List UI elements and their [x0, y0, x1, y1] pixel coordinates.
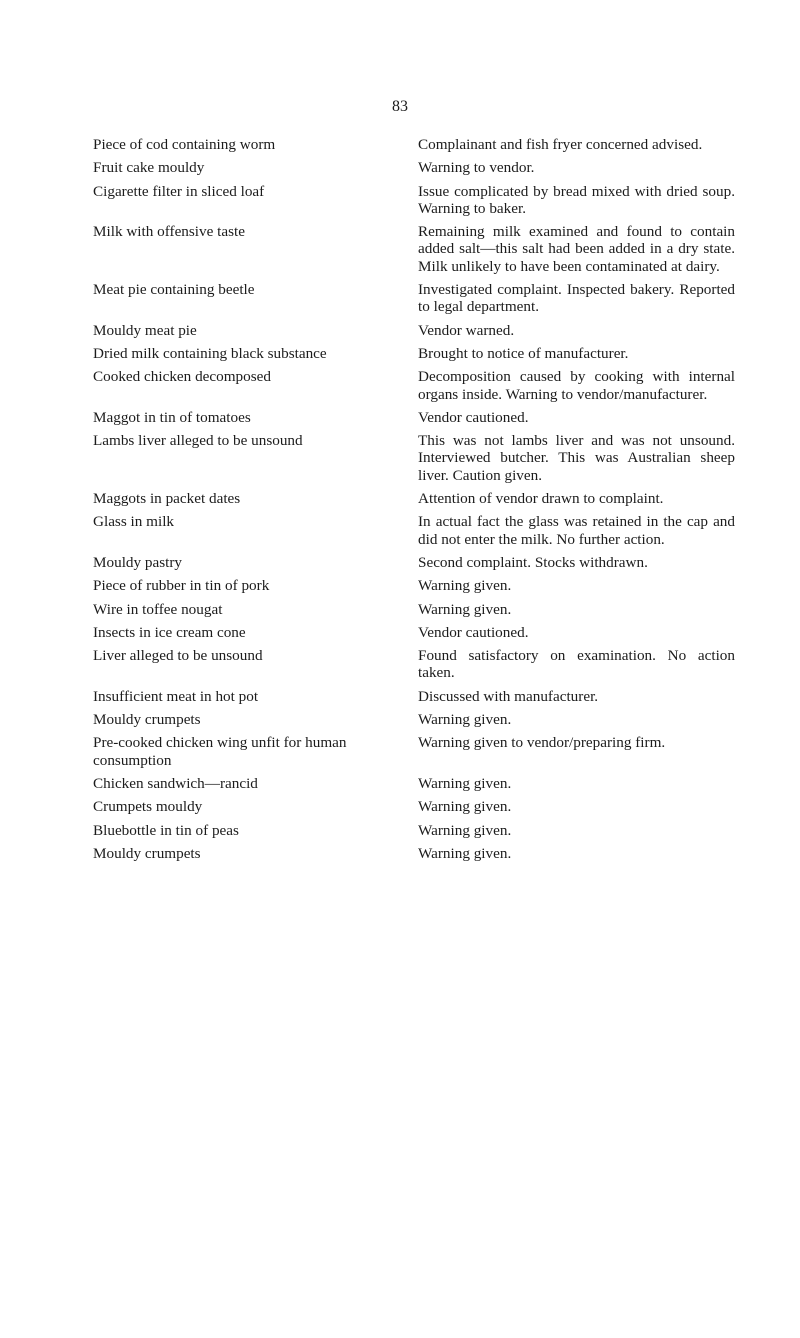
complaint-text: Mouldy crumpets: [93, 711, 201, 729]
table-row: [93, 798, 738, 815]
table-row: [93, 183, 738, 218]
table-row: [93, 432, 738, 484]
action-text: Warning given to vendor/preparing firm.: [418, 734, 666, 752]
table-row: [93, 822, 738, 839]
table-row: [93, 490, 738, 507]
table-row: [93, 368, 738, 403]
table-row: [93, 577, 738, 594]
table-row: [93, 281, 738, 316]
table-row: [93, 624, 738, 641]
action-text: Brought to notice of manufacturer.: [418, 344, 629, 362]
table-row: [93, 136, 738, 153]
complaint-text: Liver alleged to be unsound: [93, 647, 263, 665]
complaint-text: Cooked chicken decomposed: [93, 368, 271, 386]
table-row: [93, 711, 738, 728]
complaint-text: Crumpets mouldy: [93, 798, 203, 816]
complaint-text: Maggots in packet dates: [93, 490, 241, 508]
complaint-text: Mouldy pastry: [93, 553, 183, 571]
action-text: Vendor warned.: [418, 321, 515, 339]
table-row: [93, 513, 738, 548]
complaint-text: Milk with offensive taste: [93, 223, 245, 241]
complaint-text: Mouldy crumpets: [93, 844, 201, 862]
complaint-text: Maggot in tin of tomatoes: [93, 408, 251, 426]
action-text: Warning given.: [418, 821, 512, 839]
action-text: Warning given.: [418, 798, 512, 816]
action-text: This was not lambs liver and was not unsound. Interviewed butcher. This was Australian sheep liver. Caution given.: [418, 432, 735, 484]
action-text: Warning given.: [418, 711, 512, 729]
action-text: Vendor cautioned.: [418, 623, 529, 641]
action-text: Complainant and fish fryer concerned advised.: [418, 136, 703, 153]
complaint-text: Insufficient meat in hot pot: [93, 687, 259, 705]
table-row: [93, 159, 738, 176]
complaint-text: Cigarette filter in sliced loaf: [93, 182, 265, 200]
complaint-text: Pre-cooked chicken wing unfit for human consumption: [93, 734, 347, 769]
action-text: Warning given.: [418, 844, 512, 862]
table-row: [93, 554, 738, 571]
complaint-text: Wire in toffee nougat: [93, 600, 223, 618]
complaint-text: Piece of rubber in tin of pork: [93, 577, 270, 595]
complaint-text: Piece of cod containing worm: [93, 136, 276, 153]
complaint-text: Fruit cake mouldy: [93, 159, 205, 177]
complaint-text: Insects in ice cream cone: [93, 623, 246, 641]
complaint-text: Lambs liver alleged to be unsound: [93, 432, 303, 450]
complaint-text: Meat pie containing beetle: [93, 281, 255, 299]
table-row: [93, 775, 738, 792]
action-text: Warning given.: [418, 577, 512, 595]
table-row: [93, 734, 738, 769]
table-row: [93, 322, 738, 339]
action-text: Warning given.: [418, 600, 512, 618]
action-text: Found satisfactory on examination. No action taken.: [418, 647, 735, 682]
table-row: [93, 688, 738, 705]
table-row: [93, 845, 738, 862]
table-row: [93, 409, 738, 426]
table-row: [93, 223, 738, 275]
complaint-text: Glass in milk: [93, 513, 175, 531]
complaint-text: Dried milk containing black substance: [93, 344, 327, 362]
action-text: In actual fact the glass was retained in the cap and did not enter the milk. No further action.: [418, 513, 735, 548]
action-text: Warning given.: [418, 774, 512, 792]
complaint-text: Chicken sandwich—rancid: [93, 774, 258, 792]
action-text: Issue complicated by bread mixed with dried soup. Warning to baker.: [418, 182, 735, 217]
table-row: [93, 601, 738, 618]
action-text: Discussed with manufacturer.: [418, 687, 599, 705]
action-text: Decomposition caused by cooking with internal organs inside. Warning to vendor/manufacturer.: [418, 368, 735, 403]
table-row: [93, 647, 738, 682]
page-number: 83: [392, 98, 408, 115]
action-text: Attention of vendor drawn to complaint.: [418, 490, 664, 508]
complaints-table: [93, 136, 738, 868]
action-text: Investigated complaint. Inspected bakery. Reported to legal department.: [418, 281, 735, 316]
table-row: [93, 345, 738, 362]
action-text: Second complaint. Stocks withdrawn.: [418, 553, 648, 571]
complaint-text: Mouldy meat pie: [93, 321, 197, 339]
action-text: Remaining milk examined and found to contain added salt—this salt had been added in a dry state. Milk unlikely to have been contaminated at dairy.: [418, 223, 735, 275]
action-text: Vendor cautioned.: [418, 408, 529, 426]
complaint-text: Bluebottle in tin of peas: [93, 821, 239, 839]
action-text: Warning to vendor.: [418, 159, 535, 177]
